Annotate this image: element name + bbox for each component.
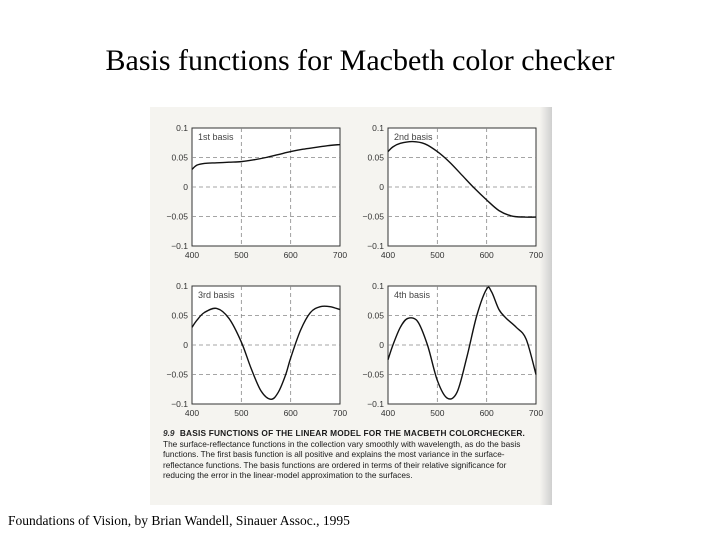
x-tick-label: 400 [184,408,200,418]
y-tick-label: 0 [183,340,188,350]
plot-4th-basis [346,276,546,426]
y-tick-label: −0.1 [367,399,384,409]
x-tick-label: 400 [380,408,396,418]
plot-1st-basis [150,118,350,268]
x-tick-label: 400 [184,250,200,260]
caption-heading: BASIS FUNCTIONS OF THE LINEAR MODEL FOR THE MACBETH COLORCHECKER. [179,428,526,438]
y-tick-label: 0.1 [176,281,188,291]
y-tick-label: −0.1 [367,241,384,251]
caption-number: 9.9 [163,428,175,438]
y-tick-label: −0.05 [166,211,188,222]
x-tick-label: 600 [479,250,494,260]
x-tick-label: 400 [380,250,396,260]
y-tick-label: 0.05 [367,152,384,163]
plot-title: 3rd basis [198,290,235,300]
y-tick-label: −0.05 [362,369,384,380]
y-tick-label: 0 [183,182,188,192]
x-tick-label: 700 [528,250,544,260]
plot-2nd-basis [346,118,546,268]
x-tick-label: 600 [479,408,494,418]
y-tick-label: −0.1 [171,241,188,251]
y-tick-label: 0 [379,340,384,350]
x-tick-label: 700 [528,408,544,418]
x-tick-label: 500 [430,250,445,260]
citation-footer: Foundations of Vision, by Brian Wandell, Sinauer Assoc., 1995 [8,513,350,528]
caption-body: The surface-reflectance functions in the collection vary smoothly with wavelength, as do the basis functions. The first basis function is all positive and explains the most variance in the surface-reflectance functions. The basis functions are ordered in terms of their relative significance for reducing the error in the linear-model approximation to the surfaces. [163,438,521,481]
slide-title: Basis functions for Macbeth color checker [105,44,615,77]
plot-title: 1st basis [198,132,234,142]
plot-title: 4th basis [394,290,431,300]
figure-caption [163,428,533,481]
y-tick-label: 0 [379,182,384,192]
y-tick-label: 0.1 [372,281,384,291]
y-tick-label: 0.1 [372,123,384,133]
x-tick-label: 600 [283,250,298,260]
y-tick-label: 0.1 [176,123,188,133]
y-tick-label: −0.05 [166,369,188,380]
x-tick-label: 500 [430,408,445,418]
y-tick-label: 0.05 [171,310,188,321]
plot-3rd-basis [150,276,350,426]
y-tick-label: −0.1 [171,399,188,409]
x-tick-label: 500 [234,250,249,260]
y-tick-label: 0.05 [367,310,384,321]
x-tick-label: 700 [332,408,348,418]
x-tick-label: 600 [283,408,298,418]
y-tick-label: 0.05 [171,152,188,163]
plot-title: 2nd basis [394,132,433,142]
x-tick-label: 500 [234,408,249,418]
y-tick-label: −0.05 [362,211,384,222]
x-tick-label: 700 [332,250,348,260]
